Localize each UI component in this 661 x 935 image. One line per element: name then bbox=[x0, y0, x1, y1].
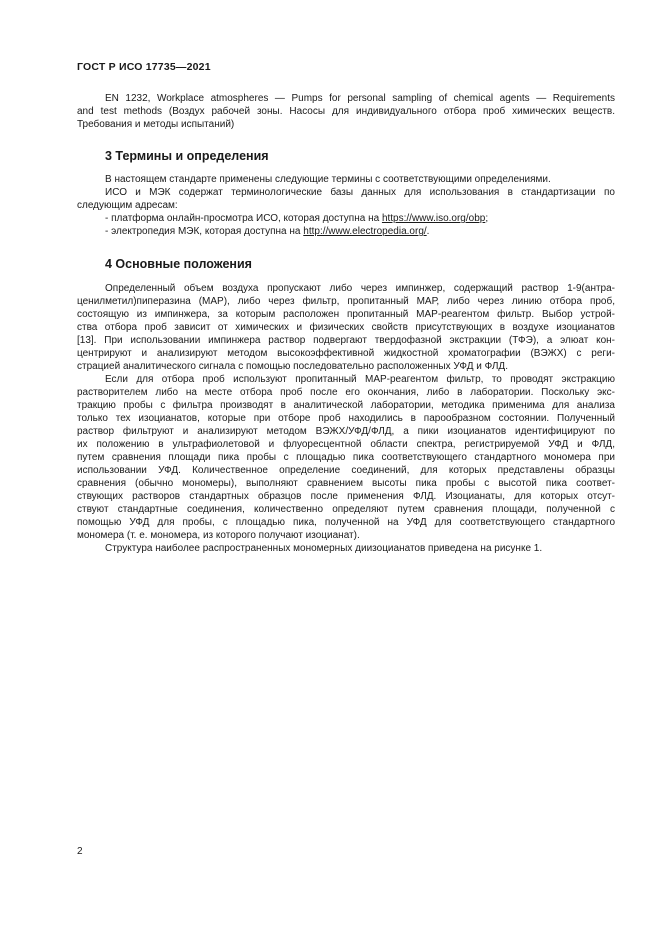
section-4-title: 4 Основные положения bbox=[105, 257, 252, 271]
paragraph-line: Если для отбора проб используют пропитанный МАР-реагентом фильтр, то проводят экстракцию bbox=[105, 374, 615, 385]
paragraph-line: В настоящем стандарте применены следующие термины с соответствующими определениями. bbox=[105, 174, 551, 185]
paragraph-line: ства отбора проб зависит от химических и физических свойств присутствующих в воздухе изоцианатов bbox=[77, 322, 615, 333]
paragraph-line: тракцию пробы с фильтра производят в аналитической лаборатории, методика применима для анализа bbox=[77, 400, 615, 411]
electropedia-link[interactable]: http://www.electropedia.org/ bbox=[303, 226, 427, 237]
list-item bbox=[77, 212, 615, 225]
list-item bbox=[77, 225, 615, 238]
page-number: 2 bbox=[77, 846, 83, 857]
paragraph-line: только тех изоцианатов, которые при отборе проб находились в парообразном состоянии. Полученный bbox=[77, 413, 615, 424]
paragraph-line: растворителем либо на месте отбора проб после его окончания, либо в лаборатории. Поскольку экс- bbox=[77, 387, 615, 398]
reference-entry bbox=[77, 92, 615, 131]
iso-obp-link[interactable]: https://www.iso.org/obp bbox=[381, 213, 486, 224]
paragraph-line: ценилметил)пиперазина (МАР), либо через фильтр, пропитанный МАР, либо через линию отбора проб, bbox=[77, 296, 615, 307]
paragraph-line: Структура наиболее распространенных мономерных диизоцианатов приведена на рисунке 1. bbox=[105, 543, 543, 554]
list-item-punct: . bbox=[426, 226, 430, 237]
paragraph-line: ствуют стандартные соединения, количественно определяют путем сравнения площади, полученной с bbox=[77, 504, 615, 515]
paragraph-line: раствор фильтруют и анализируют методом ВЭЖХ/УФД/ФЛД, а пики изоцианатов идентифицируют по bbox=[77, 426, 615, 437]
paragraph-line: использовании УФД. Количественное определение соединений, для которых представлены образцы bbox=[77, 465, 615, 476]
paragraph-line: мономера (т. е. мономера, из которого получают изоцианат). bbox=[77, 530, 360, 541]
list-item-punct: ; bbox=[485, 213, 489, 224]
paragraph-line: следующим адресам: bbox=[77, 200, 178, 211]
paragraph-line: путем сравнения площади пика пробы с площадью пика соответствующего стандартного мономера при bbox=[77, 452, 615, 463]
paragraph-line: ствующих растворов стандартных образцов после применения ФЛД. Изоцианаты, для которых отсут- bbox=[77, 491, 615, 502]
paragraph-line: центрируют и анализируют методом высокоэффективной жидкостной хроматографии (ВЭЖХ) с реги- bbox=[77, 348, 615, 359]
paragraph-line: страцией аналитического сигнала с помощью последовательно расположенных УФД и ФЛД. bbox=[77, 361, 508, 372]
document-code-header: ГОСТ Р ИСО 17735—2021 bbox=[77, 61, 211, 73]
reference-line: EN 1232, Workplace atmospheres — Pumps for personal sampling of chemical agents — Requirements bbox=[105, 93, 615, 104]
paragraph-line: ИСО и МЭК содержат терминологические базы данных для использования в стандартизации по bbox=[105, 187, 615, 198]
list-item-text: - платформа онлайн-просмотра ИСО, которая доступна на bbox=[105, 213, 382, 224]
section-3-body bbox=[77, 173, 615, 238]
list-item-text: - электропедия МЭК, которая доступна на bbox=[105, 226, 304, 237]
paragraph-line: помощью УФД для пробы, с площадью пика, полученной на УФД для соответствующего стандартного bbox=[77, 517, 615, 528]
paragraph-line: их положению в ультрафиолетовой и флуоресцентной области спектра, регистрируемой УФД и ФЛД, bbox=[77, 439, 615, 450]
paragraph-line: Определенный объем воздуха пропускают либо через импинжер, содержащий раствор 1-9(антра- bbox=[105, 283, 615, 294]
section-3-title: 3 Термины и определения bbox=[105, 149, 269, 163]
paragraph-line: состоящую из импинжера, за которым расположен пропитанный МАР-реагентом фильтр. Выбор устрой- bbox=[77, 309, 615, 320]
paragraph-line: сравнения (обычно мономеры), выполняют сравнением высоты пика пробы с высотой пика соответ- bbox=[77, 478, 615, 489]
section-4-body bbox=[77, 282, 615, 555]
paragraph-line: [13]. При использовании импинжера раствор подвергают твердофазной экстракции (ТФЭ), а элюат кон- bbox=[77, 335, 615, 346]
reference-line: and test methods (Воздух рабочей зоны. Насосы для индивидуального отбора проб химических веществ. bbox=[77, 106, 615, 117]
reference-line: Требования и методы испытаний) bbox=[77, 119, 235, 130]
